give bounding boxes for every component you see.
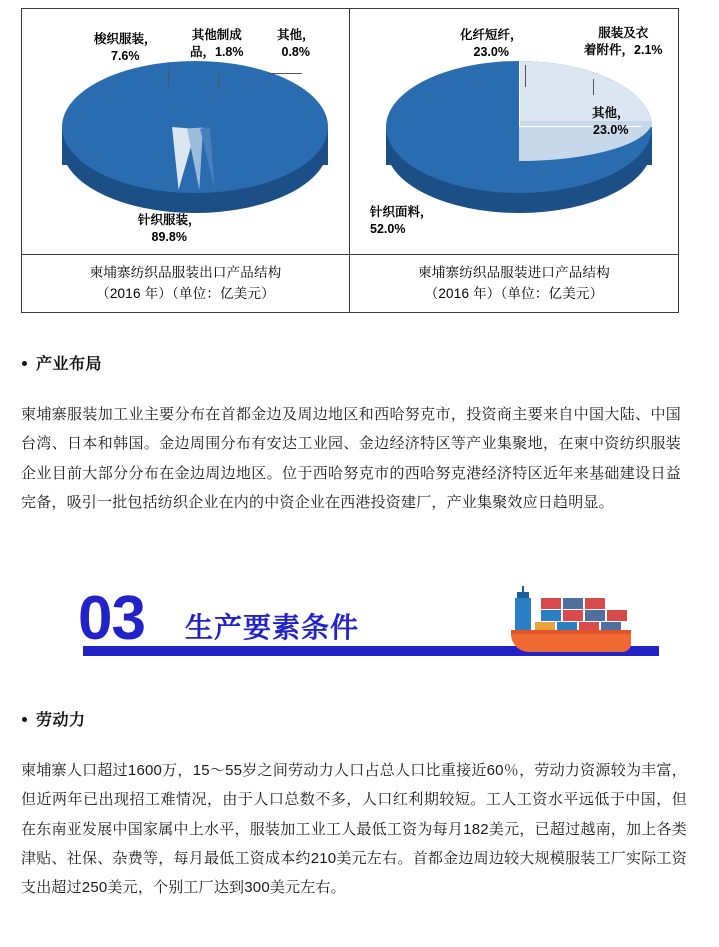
- pie-label-other: 其他， 0.8%: [277, 28, 315, 59]
- pie-label-other-products: 其他制成 品，1.8%: [190, 28, 244, 59]
- leader-line-other-products: [218, 75, 219, 89]
- ship-bridge-icon: [515, 598, 531, 630]
- pie-label-chemical-fiber: 化纤短纤， 23.0%: [460, 28, 523, 59]
- chart-export-structure: [22, 9, 350, 312]
- chart-caption-export: 柬埔寨纺织品服装出口产品结构 （2016 年）（单位：亿美元）: [22, 254, 349, 313]
- pie-chart-export: [22, 9, 349, 254]
- bullet-dot-icon: [22, 361, 27, 366]
- pie-label-woven: 梭织服装， 7.6%: [94, 32, 157, 63]
- container-icon: [607, 610, 627, 621]
- pie-slice-chemical-fiber: [519, 61, 652, 127]
- heading-industry-layout: 产业布局: [22, 351, 102, 374]
- chart-caption-import: 柬埔寨纺织品服装进口产品结构 （2016 年）（单位：亿美元）: [350, 254, 678, 313]
- pie-label-apparel-accessories: 服装及衣 着附件，2.1%: [584, 26, 663, 57]
- ship-hull-icon: [511, 634, 631, 652]
- container-icon: [585, 610, 605, 621]
- pie-label-other: 其他， 23.0%: [592, 106, 630, 137]
- banner-title: 生产要素条件: [185, 612, 360, 643]
- chart-import-structure: [350, 9, 678, 312]
- pie-label-knit-fabric: 针织面料， 52.0%: [370, 205, 433, 236]
- leader-line-chemical-fiber: [525, 65, 526, 87]
- cargo-ship-icon: [501, 590, 641, 660]
- leader-line-other: [268, 73, 302, 74]
- leader-line-woven: [168, 67, 169, 87]
- bullet-dot-icon: [22, 717, 27, 722]
- heading-labor: 劳动力: [22, 707, 86, 730]
- section-banner-03: [21, 584, 679, 677]
- charts-figure: [21, 8, 679, 313]
- pie-divider: [519, 61, 520, 127]
- paragraph-industry-layout: 柬埔寨服装加工业主要分布在首都金边及周边地区和西哈努克市，投资商主要来自中国大陆、中国台湾、日本和韩国。金边周围分布有安达工业园、金边经济特区等产业集聚地，在柬中资纺织服装企业目前大部分分布在金边周边地区。位于西哈努克市的西哈努克港经济特区近年来基础建设日益完备，吸引一批包括纺织企业在内的中资企业在西港投资建厂，产业集聚效应日趋明显。: [21, 406, 681, 511]
- container-icon: [563, 598, 583, 609]
- leader-line-apparel-accessories: [593, 79, 594, 95]
- paragraph-labor: 柬埔寨人口超过1600万，15～55岁之间劳动力人口占总人口比重接近60％，劳动力资源较为丰富，但近两年已出现招工难情况，由于人口总数不多，人口红利期较短。工人工资水平远低于中国，但在东南亚发展中国家属中上水平，服装加工业工人最低工资为每月182美元，已超过越南，加上各类津贴、社保、杂费等，每月最低工资成本约210美元左右。首都金边周边较大规模服装工厂实际工资支出超过250美元，个别工厂达到300美元左右。: [21, 762, 687, 896]
- container-icon: [541, 598, 561, 609]
- pie-chart-import: [350, 9, 678, 254]
- container-icon: [541, 610, 561, 621]
- pie-label-knitwear: 针织服装， 89.8%: [138, 213, 201, 244]
- container-icon: [563, 610, 583, 621]
- banner-number: 03: [78, 584, 145, 653]
- container-icon: [585, 598, 605, 609]
